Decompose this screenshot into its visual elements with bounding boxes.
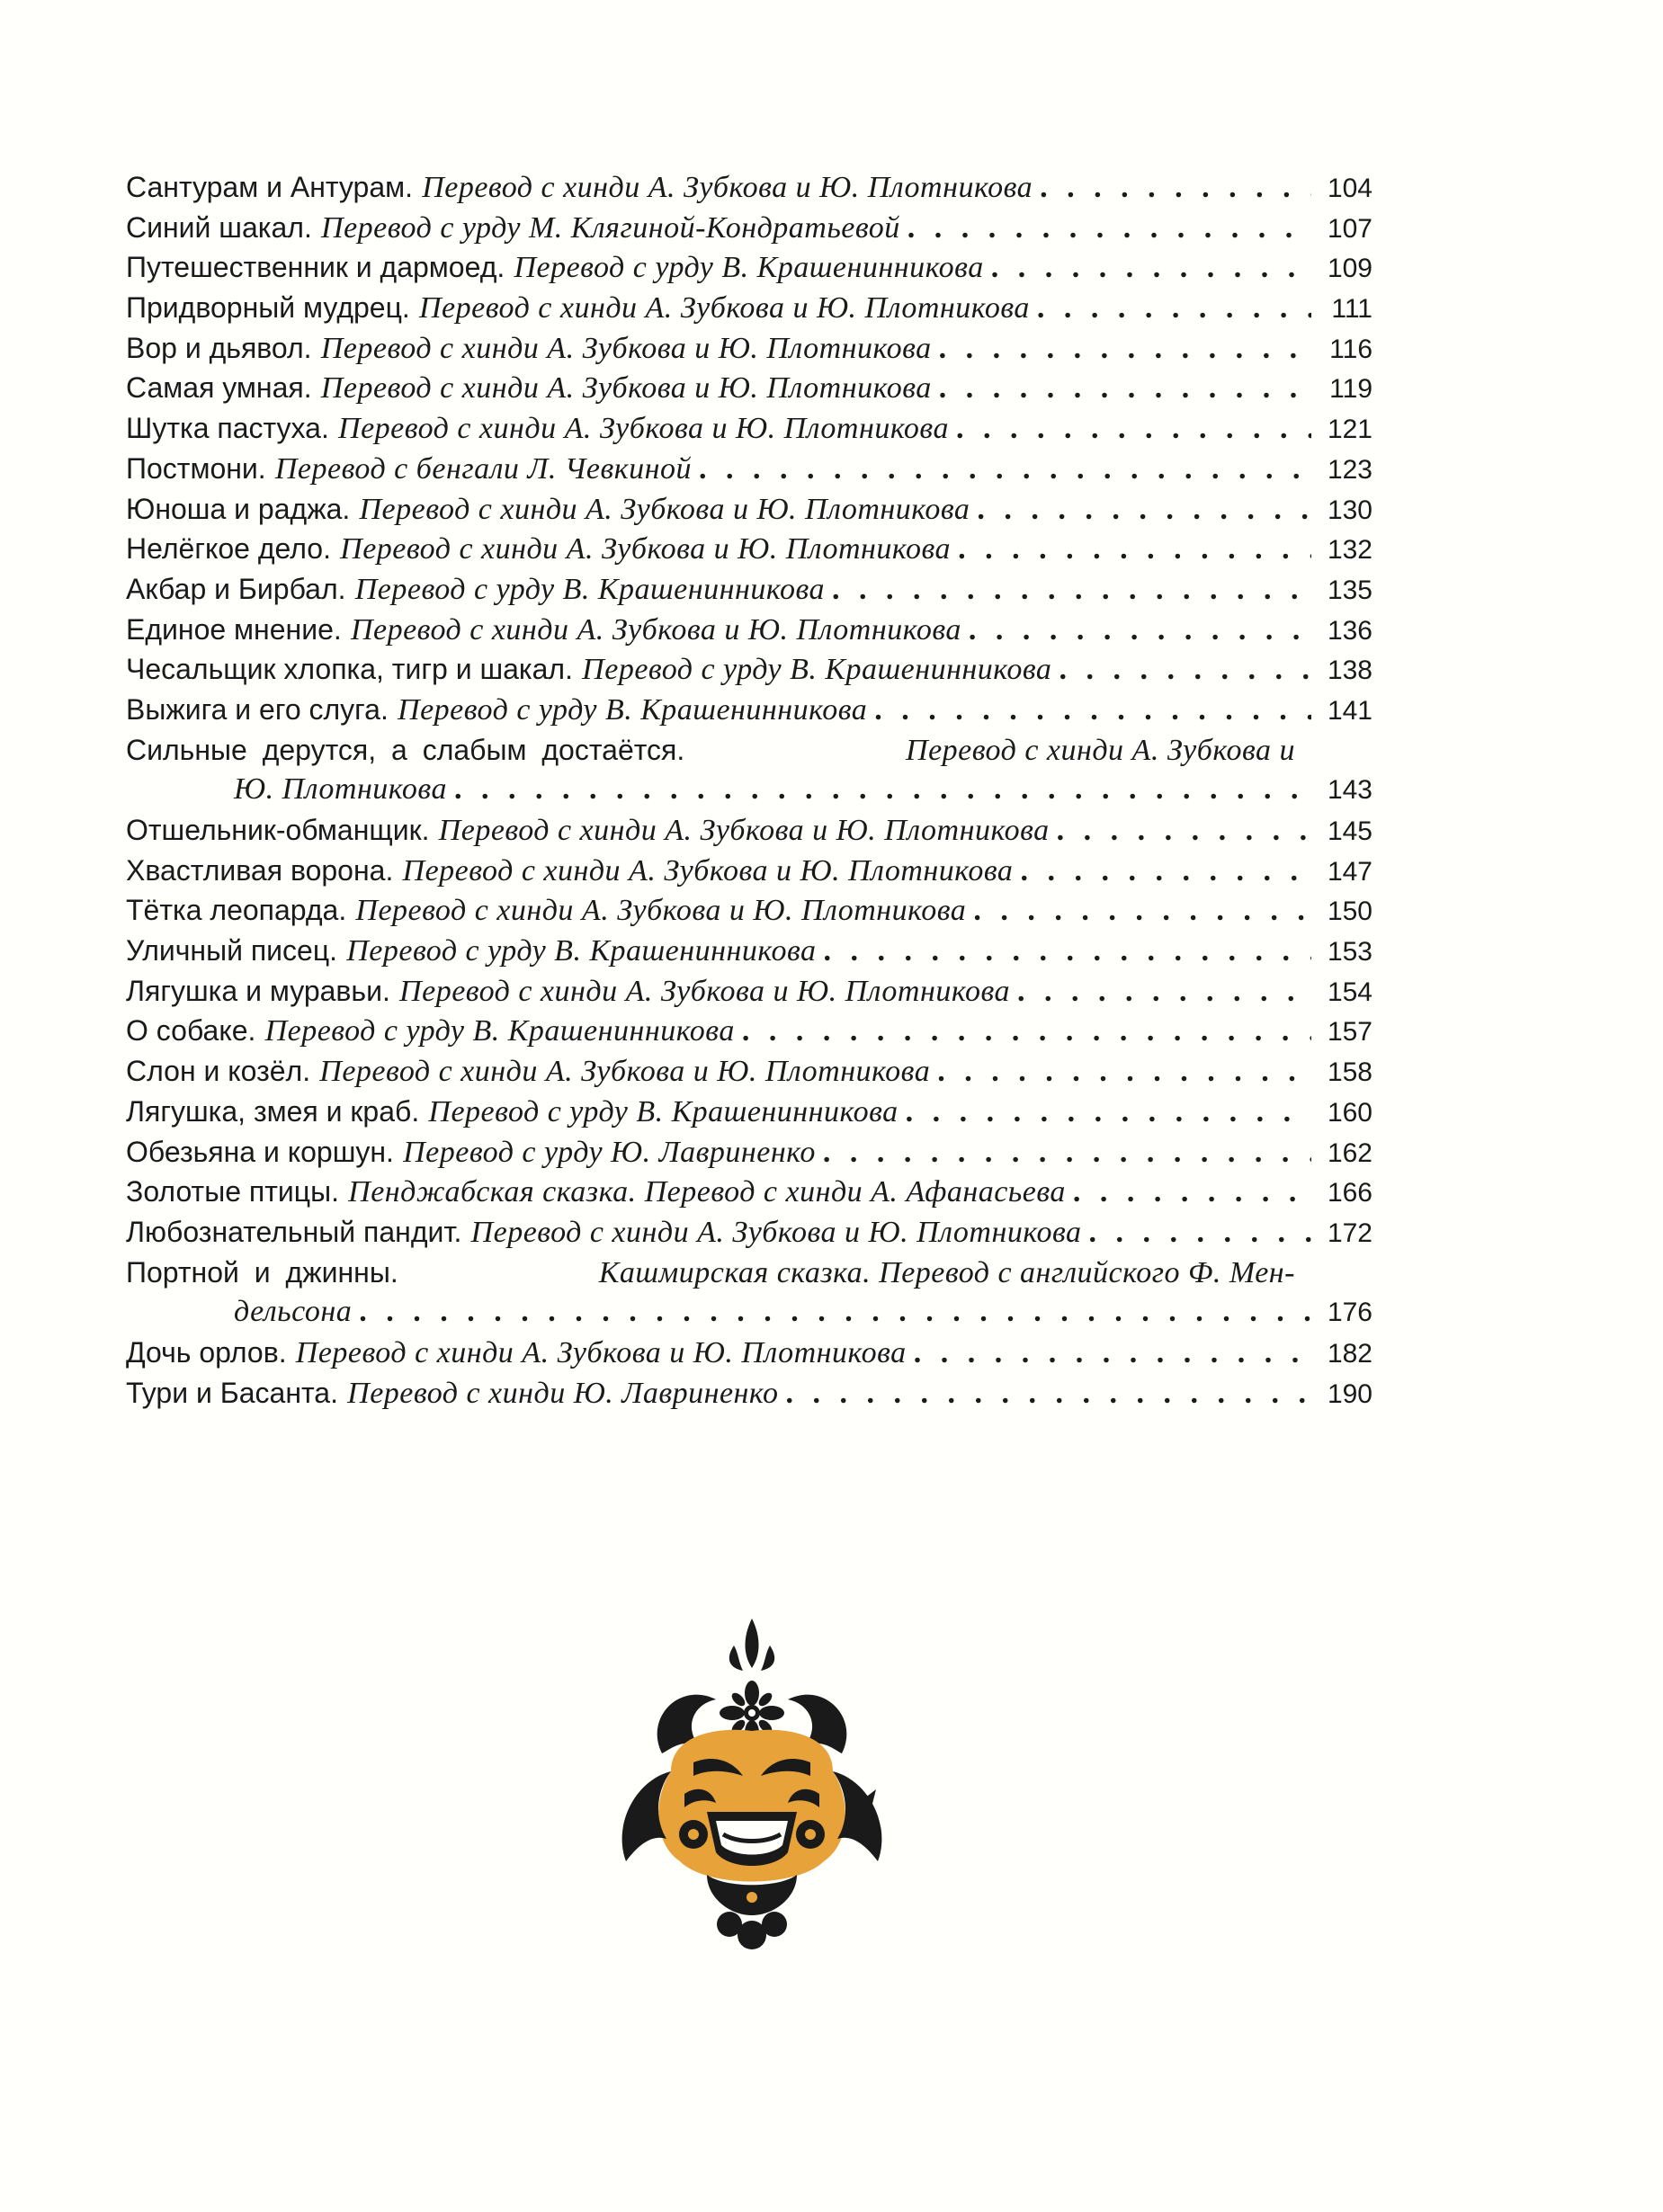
toc-entry-page: 145 <box>1327 816 1372 846</box>
toc-entry-title: Тётка леопарда. <box>126 894 347 927</box>
toc-entry-credit: Перевод с хинди А. Зубкова и Ю. Плотникова <box>399 974 1010 1008</box>
toc-entry-page: 109 <box>1327 254 1372 284</box>
toc-entry <box>126 1333 1372 1373</box>
toc-entry <box>126 971 1372 1012</box>
toc-entry <box>126 1092 1372 1132</box>
toc-entry-page: 166 <box>1327 1178 1372 1209</box>
toc-entry-title: Постмони. <box>126 451 266 485</box>
toc-entry <box>126 449 1372 489</box>
toc-entry-page: 147 <box>1327 856 1372 887</box>
toc-entry <box>126 529 1372 569</box>
toc-entry-page: 123 <box>1327 454 1372 485</box>
toc-entry-title: Выжига и его слуга. <box>126 692 389 726</box>
dot-leader <box>937 1052 1311 1093</box>
toc-entry-credit: Перевод с урду В. Крашенинникова <box>582 653 1052 687</box>
toc-entry-page: 157 <box>1327 1017 1372 1048</box>
dot-leader <box>914 1333 1311 1374</box>
toc-entry-credit: Перевод с урду В. Крашенинникова <box>354 572 825 606</box>
toc-entry-page: 141 <box>1327 695 1372 726</box>
dot-leader <box>699 450 1311 490</box>
toc-entry <box>126 690 1372 730</box>
toc-entry-title: Сантурам и Антурам. <box>126 171 413 203</box>
dot-leader <box>823 1133 1311 1173</box>
dot-leader <box>969 611 1311 651</box>
toc-entry-title: Отшельник-обманщик. <box>126 814 430 846</box>
toc-entry-title: Обезьяна и коршун. <box>126 1135 394 1168</box>
toc-entry <box>126 408 1372 449</box>
toc-entry-credit: Кашмирская сказка. Перевод с английского Ф. Мен- <box>598 1255 1295 1289</box>
toc-entry-title: Синий шакал. <box>126 210 312 244</box>
toc-entry-page: 176 <box>1327 1298 1372 1328</box>
dot-leader <box>786 1374 1311 1414</box>
toc-group-mid <box>126 810 1372 1253</box>
toc-entry-title: Вор и дьявол. <box>126 331 312 364</box>
toc-group-end <box>126 1333 1372 1413</box>
toc-entry <box>126 649 1372 690</box>
toc-entry-title: Юноша и раджа. <box>126 492 351 525</box>
toc-entry-credit: Перевод с хинди А. Зубкова и Ю. Плотникова <box>319 1055 931 1089</box>
dot-leader <box>973 891 1311 932</box>
toc-entry-credit: Перевод с хинди А. Зубкова и Ю. Плотникова <box>320 331 932 365</box>
toc-entry-page: 172 <box>1327 1217 1372 1248</box>
toc-entry-page: 158 <box>1327 1057 1372 1088</box>
toc-entry <box>126 1373 1372 1414</box>
toc-entry <box>126 288 1372 328</box>
toc-entry-credit: Перевод с хинди А. Зубкова и Ю. Плотникова <box>438 814 1050 847</box>
indian-floral-ornament-icon <box>608 1619 896 1960</box>
toc-entry-page: 121 <box>1327 415 1372 445</box>
toc-entry-page: 154 <box>1327 977 1372 1007</box>
toc-entry-two-line <box>126 730 1372 810</box>
toc-entry <box>126 167 1372 208</box>
toc-entry-credit-continued: Ю. Плотникова <box>234 772 447 807</box>
dot-leader <box>832 570 1311 611</box>
toc-entry-title: Золотые птицы. <box>126 1175 339 1209</box>
dot-leader <box>1040 168 1311 209</box>
toc-entry-page: 150 <box>1327 896 1372 927</box>
dot-leader <box>977 490 1311 531</box>
toc-entry-credit: Перевод с урду В. Крашенинникова <box>428 1094 899 1128</box>
toc-entry-credit: Перевод с хинди А. Зубкова и Ю. Плотникова <box>470 1215 1082 1249</box>
dot-leader <box>907 209 1311 249</box>
toc-entry-credit: Перевод с урду В. Крашенинникова <box>398 692 868 727</box>
dot-leader <box>956 409 1311 450</box>
toc-entry-page: 136 <box>1327 615 1372 646</box>
toc-entry-title: Нелёгкое дело. <box>126 532 331 566</box>
toc-entry-page: 160 <box>1327 1097 1372 1128</box>
toc-entry-credit: Пенджабская сказка. Перевод с хинди А. Афанасьева <box>348 1175 1066 1209</box>
toc-entry <box>126 328 1372 369</box>
toc-entry <box>126 1212 1372 1253</box>
dot-leader <box>1020 852 1311 892</box>
table-of-contents <box>126 167 1372 1413</box>
toc-entry-title: Хвастливая ворона. <box>126 853 394 887</box>
toc-entry-title: Портной и джинны. <box>126 1255 398 1289</box>
toc-entry-title: Придворный мудрец. <box>126 291 410 325</box>
toc-entry-credit: Перевод с урду В. Крашенинникова <box>346 934 817 968</box>
toc-entry-page: 130 <box>1327 495 1372 525</box>
toc-entry-credit: Перевод с хинди А. Зубкова и Ю. Плотникова <box>295 1335 907 1369</box>
toc-entry-page: 153 <box>1327 937 1372 968</box>
dot-leader <box>359 1292 1311 1333</box>
dot-leader <box>939 329 1311 370</box>
toc-entry <box>126 569 1372 610</box>
toc-entry <box>126 610 1372 650</box>
dot-leader <box>1059 650 1311 691</box>
toc-entry <box>126 810 1372 851</box>
toc-entry-credit: Перевод с урду В. Крашенинникова <box>514 251 984 285</box>
toc-entry-credit-continued: дельсона <box>234 1295 353 1329</box>
toc-entry-credit: Перевод с хинди А. Зубкова и Ю. Плотникова <box>402 853 1014 887</box>
toc-entry-title: Акбар и Бирбал. <box>126 572 346 605</box>
toc-entry-credit: Перевод с урду Ю. Лавриненко <box>403 1135 816 1169</box>
dot-leader <box>991 248 1311 289</box>
toc-entry <box>126 890 1372 931</box>
dot-leader <box>1057 811 1311 852</box>
toc-entry-title: Слон и козёл. <box>126 1055 311 1088</box>
toc-entry-credit: Перевод с хинди А. Зубкова и Ю. Плотникова <box>359 492 970 526</box>
dot-leader <box>1073 1173 1311 1213</box>
toc-entry-page: 182 <box>1327 1338 1372 1369</box>
toc-entry-page: 138 <box>1327 656 1372 686</box>
toc-entry <box>126 851 1372 891</box>
toc-entry-page: 104 <box>1327 174 1372 203</box>
toc-entry-title: Лягушка, змея и краб. <box>126 1094 420 1128</box>
toc-entry-title: Уличный писец. <box>126 934 338 968</box>
toc-entry-title: Дочь орлов. <box>126 1335 287 1369</box>
dot-leader <box>958 530 1311 570</box>
dot-leader <box>1088 1213 1311 1253</box>
toc-entry <box>126 247 1372 288</box>
toc-entry-title: Единое мнение. <box>126 612 342 646</box>
dot-leader <box>906 1093 1311 1133</box>
toc-entry <box>126 1011 1372 1051</box>
toc-entry-page: 135 <box>1327 575 1372 605</box>
toc-entry <box>126 368 1372 408</box>
toc-entry-page: 132 <box>1327 535 1372 566</box>
toc-entry-title: Любознательный пандит. <box>126 1215 462 1248</box>
toc-entry-credit: Перевод с хинди А. Зубкова и <box>906 733 1295 767</box>
toc-entry-credit: Перевод с хинди А. Зубкова и Ю. Плотникова <box>350 612 961 647</box>
toc-entry-two-line <box>126 1253 1372 1333</box>
toc-entry-page: 107 <box>1327 213 1372 244</box>
toc-entry-credit: Перевод с урду В. Крашенинникова <box>264 1014 735 1048</box>
toc-entry-credit: Перевод с бенгали Л. Чевкиной <box>274 451 692 486</box>
toc-entry <box>126 1172 1372 1212</box>
toc-entry-title: Сильные дерутся, а слабым достаётся. <box>126 733 685 766</box>
toc-group-top <box>126 167 1372 730</box>
dot-leader <box>742 1012 1311 1052</box>
toc-entry-credit: Перевод с хинди А. Зубкова и Ю. Плотникова <box>355 894 967 928</box>
toc-entry-title: О собаке. <box>126 1014 256 1048</box>
toc-entry-credit: Перевод с хинди Ю. Лавриненко <box>347 1376 779 1410</box>
toc-entry-page: 116 <box>1329 334 1372 364</box>
toc-entry <box>126 931 1372 971</box>
toc-entry-title: Самая умная. <box>126 371 312 405</box>
dot-leader <box>1017 972 1311 1012</box>
dot-leader <box>874 691 1311 731</box>
toc-entry <box>126 1051 1372 1092</box>
dot-leader <box>454 770 1311 810</box>
toc-entry-page: 143 <box>1327 775 1372 806</box>
dot-leader <box>939 369 1311 409</box>
toc-entry-page: 162 <box>1327 1137 1372 1168</box>
toc-entry-title: Чесальщик хлопка, тигр и шакал. <box>126 653 573 686</box>
toc-entry-title: Путешественник и дармоед. <box>126 251 505 284</box>
toc-entry-title: Шутка пастуха. <box>126 412 329 445</box>
toc-entry-credit: Перевод с урду М. Клягиной-Кондратьевой <box>321 210 900 245</box>
dot-leader <box>1037 289 1311 329</box>
toc-entry <box>126 208 1372 248</box>
toc-entry <box>126 489 1372 530</box>
toc-entry-page: 190 <box>1327 1378 1372 1409</box>
toc-entry-title: Тури и Басанта. <box>126 1376 338 1409</box>
toc-entry-page: 111 <box>1331 294 1372 325</box>
toc-entry-credit: Перевод с хинди А. Зубкова и Ю. Плотникова <box>320 371 932 406</box>
toc-entry <box>126 1132 1372 1173</box>
toc-entry-page: 119 <box>1329 374 1372 405</box>
toc-entry-credit: Перевод с хинди А. Зубкова и Ю. Плотникова <box>418 291 1030 326</box>
dot-leader <box>824 932 1311 972</box>
toc-entry-credit: Перевод с хинди А. Зубкова и Ю. Плотникова <box>422 171 1033 204</box>
toc-entry-credit: Перевод с хинди А. Зубкова и Ю. Плотникова <box>340 532 952 566</box>
toc-entry-title: Лягушка и муравьи. <box>126 974 390 1007</box>
toc-entry-credit: Перевод с хинди А. Зубкова и Ю. Плотникова <box>338 412 949 446</box>
